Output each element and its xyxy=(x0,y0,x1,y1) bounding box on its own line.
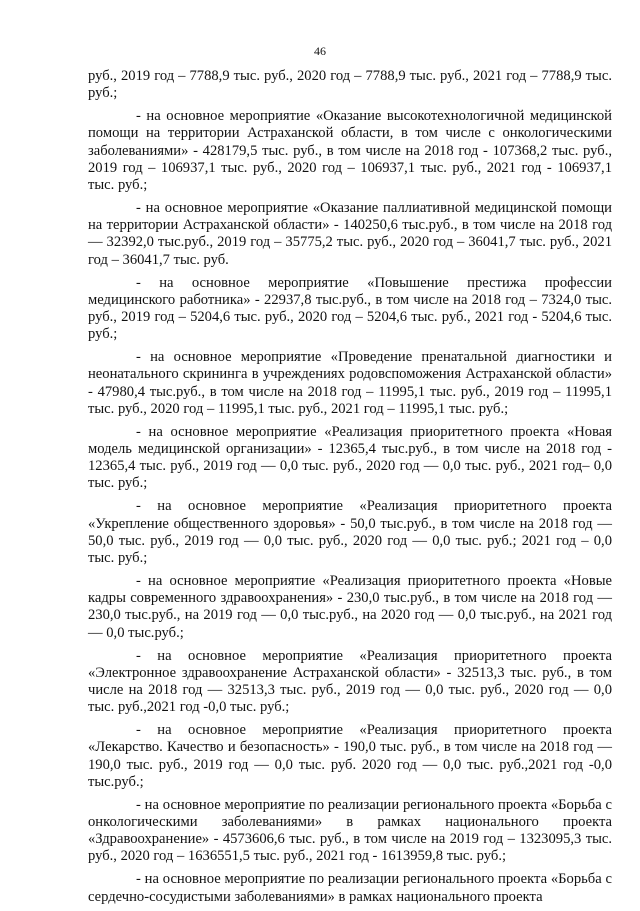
paragraph-palliative-care: - на основное мероприятие «Оказание паллиативной медицинской помощи на территории Астраханской области» - 140250,6 тыс.руб., в том числе на 2018 год — 32392,0 тыс.руб., 2019 год – 35775,2 тыс. руб., 2020 год – 36041,7 тыс. руб., 2021 год – 36041,7 тыс. руб. xyxy=(88,199,612,268)
paragraph-oncology-project: - на основное мероприятие по реализации регионального проекта «Борьба с онкологическими заболеваниями» в рамках национального проекта «Здравоохранение» - 4573606,6 тыс. руб., в том числе на 2019 год – 1323095,3 тыс. руб., 2020 год – 1636551,5 тыс. руб., 2021 год - 1613959,8 тыс. руб.; xyxy=(88,796,612,865)
paragraph-new-model-org: - на основное мероприятие «Реализация приоритетного проекта «Новая модель медицинской организации» - 12365,4 тыс.руб., в том числе на 2018 год - 12365,4 тыс. руб., 2019 год — 0,0 тыс. руб., 2020 год — 0,0 тыс. руб., 2021 год– 0,0 тыс. руб.; xyxy=(88,423,612,492)
paragraph-prenatal-screening: - на основное мероприятие «Проведение пренатальной диагностики и неонатального скрининга в учреждениях родовспоможения Астраханской области» - 47980,4 тыс.руб., в том числе на 2018 год – 11995,1 тыс. руб., 2019 год – 11995,1 тыс. руб., 2020 год – 11995,1 тыс. руб., 2021 год – 11995,1 тыс. руб.; xyxy=(88,349,612,417)
paragraph-drug-safety: - на основное мероприятие «Реализация приоритетного проекта «Лекарство. Качество и безопасность» - 190,0 тыс. руб., в том числе на 2018 год — 190,0 тыс. руб., 2019 год — 0,0 тыс. руб. 2020 год — 0,0 тыс. руб.,2021 год -0,0 тыс.руб.; xyxy=(88,722,612,790)
paragraph-high-tech-care: - на основное мероприятие «Оказание высокотехнологичной медицинской помощи на территории Астраханской области, в том числе с онкологическими заболеваниями» - 428179,5 тыс. руб., в том числе на 2018 год - 107368,2 тыс. руб., 2019 год – 106937,1 тыс. руб., 2020 год – 106937,1 тыс. руб., 2021 год - 106937,1 тыс. руб.; xyxy=(88,108,612,194)
paragraph-e-health: - на основное мероприятие «Реализация приоритетного проекта «Электронное здравоохранение Астраханской области» - 32513,3 тыс. руб., в том числе на 2018 год — 32513,3 тыс. руб., 2019 год — 0,0 тыс. руб., 2020 год — 0,0 тыс. руб.,2021 год -0,0 тыс. руб.; xyxy=(88,647,612,716)
page-number: 46 xyxy=(314,44,326,58)
document-body xyxy=(88,68,612,911)
paragraph-medical-prestige: - на основное мероприятие «Повышение престижа профессии медицинского работника» - 22937,8 тыс.руб., в том числе на 2018 год – 7324,0 тыс. руб., 2019 год – 5204,6 тыс. руб., 2020 год – 5204,6 тыс. руб., 2021 год - 5204,6 тыс. руб.; xyxy=(88,274,612,343)
paragraph-public-health: - на основное мероприятие «Реализация приоритетного проекта «Укрепление общественного здоровья» - 50,0 тыс.руб., в том числе на 2018 год — 50,0 тыс. руб., 2019 год — 0,0 тыс. руб., 2020 год — 0,0 тыс. руб.; 2021 год – 0,0 тыс. руб.; xyxy=(88,498,612,567)
paragraph-new-staff: - на основное мероприятие «Реализация приоритетного проекта «Новые кадры современного здравоохранения» - 230,0 тыс.руб., в том числе на 2018 год — 230,0 тыс.руб., на 2019 год — 0,0 тыс.руб., на 2020 год — 0,0 тыс.руб., на 2021 год — 0,0 тыс.руб.; xyxy=(88,572,612,641)
paragraph-cardio-project: - на основное мероприятие по реализации регионального проекта «Борьба с сердечно-сосудистыми заболеваниями» в рамках национального проекта xyxy=(88,871,612,905)
paragraph-continued: руб., 2019 год – 7788,9 тыс. руб., 2020 год – 7788,9 тыс. руб., 2021 год – 7788,9 тыс. руб.; xyxy=(88,68,612,102)
